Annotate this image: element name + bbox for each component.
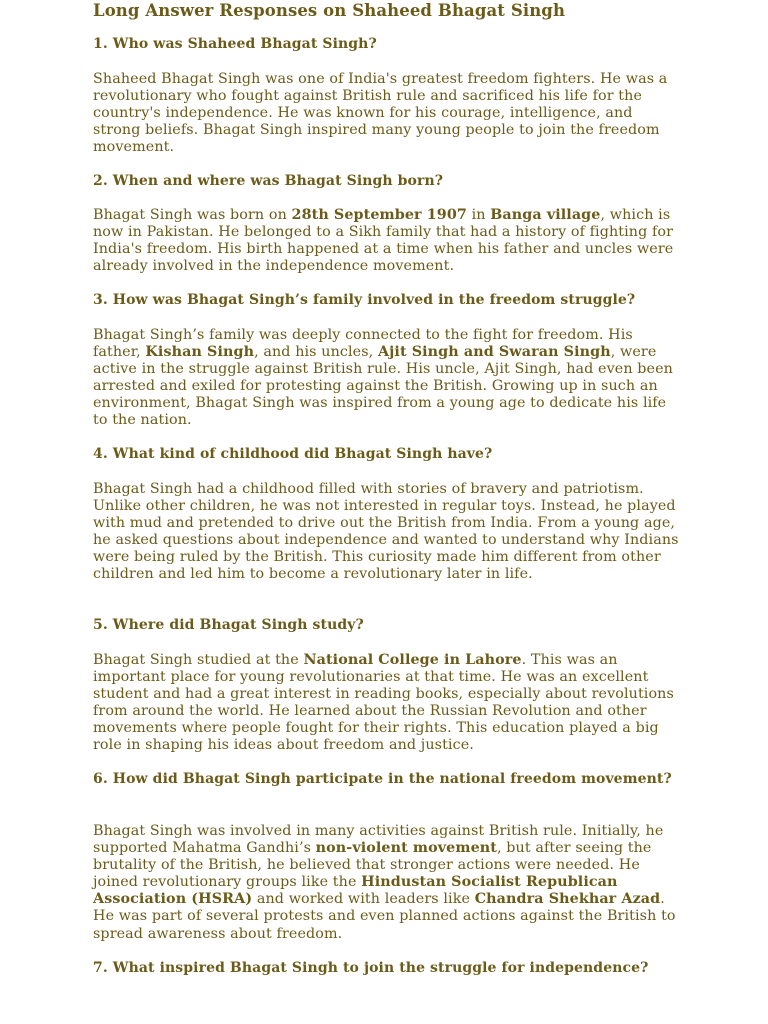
answer-emphasis: Kishan Singh	[145, 344, 255, 361]
answer-paragraph	[93, 207, 681, 275]
question-heading: 7. What inspired Bhagat Singh to join the struggle for independence?	[93, 960, 649, 976]
answer-emphasis: Ajit Singh and Swaran Singh	[377, 344, 611, 361]
answer-paragraph	[93, 481, 681, 584]
question-heading: 3. How was Bhagat Singh’s family involved in the freedom struggle?	[93, 292, 636, 308]
answer-text: Bhagat Singh was involved in many activities against British rule. Initially, he supported Mahatma Gandhi’s	[93, 823, 664, 857]
answer-text: Bhagat Singh’s family was deeply connected to the fight for freedom. His father,	[93, 327, 633, 361]
answer-text: Bhagat Singh had a childhood filled with stories of bravery and patriotism. Unlike other children, he was not interested in regular toys. Instead, he played with mud and pretended to drive out the British from India. From a young age, he asked questions about independence and wanted to understand why Indians were being ruled by the British. This curiosity made him different from other children and led him to become a revolutionary later in life.	[93, 481, 679, 583]
question-heading: 5. Where did Bhagat Singh study?	[93, 617, 364, 633]
answer-paragraph	[93, 327, 681, 430]
answer-text: and worked with leaders like	[252, 891, 475, 908]
answer-paragraph	[93, 823, 681, 943]
answer-text: . This was an important place for young revolutionaries at that time. He was an excellent student and had a great interest in reading books, especially about revolutions from around the world. He learned about the Russian Revolution and other movements where people fought for their rights. This education played a big role in shaping his ideas about freedom and justice.	[93, 652, 674, 754]
question-heading: 6. How did Bhagat Singh participate in the national freedom movement?	[93, 771, 672, 787]
answer-emphasis: Chandra Shekhar Azad	[474, 891, 661, 908]
answer-text: . He was part of several protests and even planned actions against the British to spread awareness about freedom.	[93, 891, 676, 942]
answer-paragraph	[93, 71, 681, 156]
answer-text: , which is now in Pakistan. He belonged to a Sikh family that had a history of fighting for India's freedom. His birth happened at a time when his father and uncles were already involved in the independence movement.	[93, 207, 674, 275]
question-heading: 2. When and where was Bhagat Singh born?	[93, 173, 444, 189]
document-title: Long Answer Responses on Shaheed Bhagat Singh	[93, 1, 566, 20]
answer-text: in	[466, 207, 491, 223]
answer-text: Bhagat Singh was born on	[93, 207, 292, 223]
answer-text: Bhagat Singh studied at the	[93, 652, 304, 668]
answer-emphasis: National College in Lahore	[303, 652, 522, 668]
answer-emphasis: non-violent movement	[315, 840, 497, 857]
answer-text: Shaheed Bhagat Singh was one of India's greatest freedom fighters. He was a revolutionary who fought against British rule and sacrificed his life for the country's independence. He was known for his courage, intelligence, and strong beliefs. Bhagat Singh inspired many young people to join the freedom movement.	[93, 71, 668, 156]
answer-emphasis: Banga village	[490, 207, 601, 223]
answer-emphasis: 28th September 1907	[291, 207, 467, 223]
question-heading: 4. What kind of childhood did Bhagat Singh have?	[93, 446, 493, 462]
answer-paragraph	[93, 652, 681, 755]
answer-text: , but after seeing the brutality of the British, he believed that stronger actions were needed. He joined revolutionary groups like the	[93, 840, 652, 891]
answer-text: , and his uncles,	[254, 344, 378, 361]
question-heading: 1. Who was Shaheed Bhagat Singh?	[93, 36, 377, 52]
answer-text: , were active in the struggle against British rule. His uncle, Ajit Singh, had even been arrested and exiled for protesting against the British. Growing up in such an environment, Bhagat Singh was inspired from a young age to dedicate his life to the nation.	[93, 344, 673, 429]
answer-emphasis: Hindustan Socialist Republican Association (HSRA)	[93, 874, 618, 908]
